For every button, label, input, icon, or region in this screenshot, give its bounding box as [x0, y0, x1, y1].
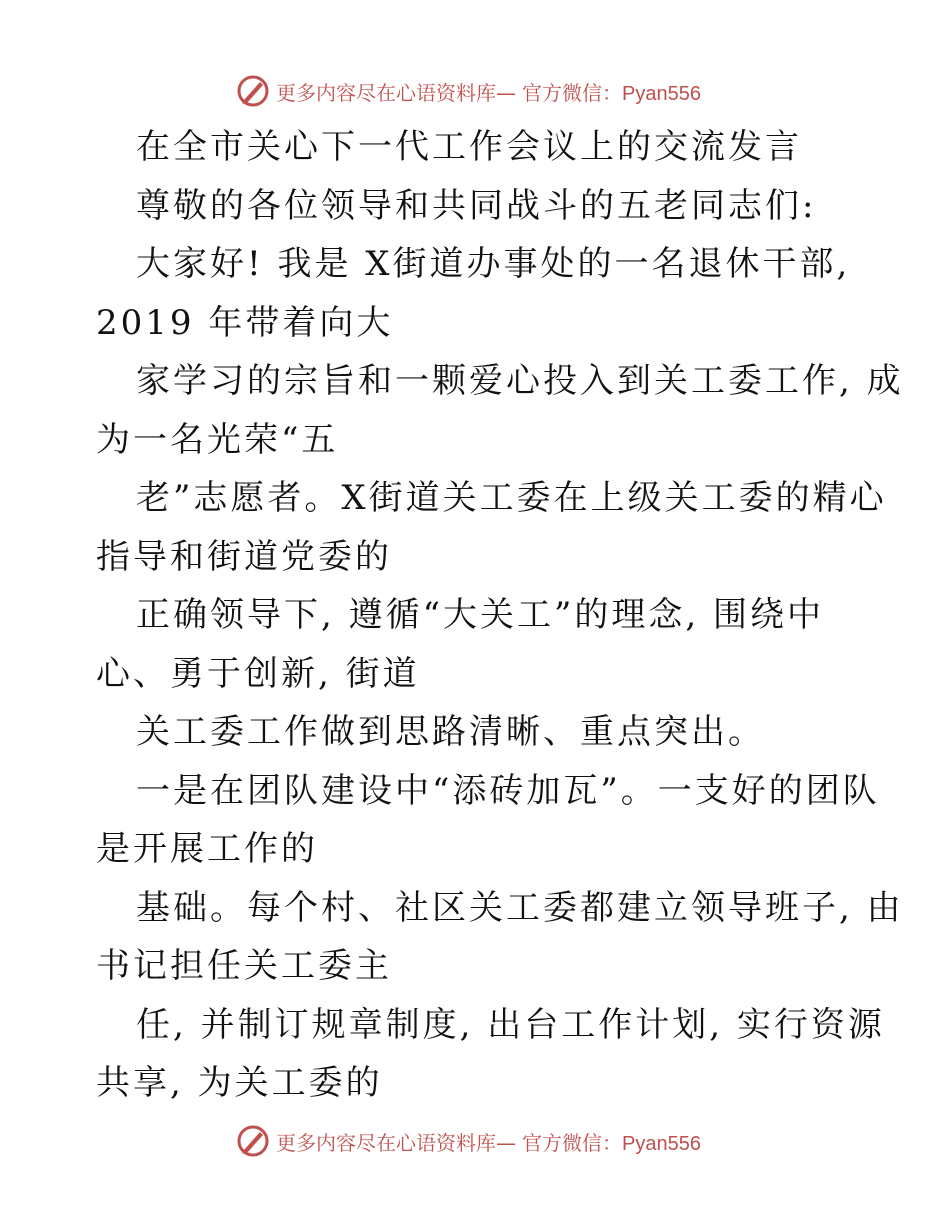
paragraph-line: 共享, 为关工委的 [96, 1063, 383, 1103]
paragraph-line: 是开展工作的 [96, 829, 318, 869]
footer-contact-text: 官方微信：Pyan556 [522, 1132, 701, 1155]
paragraph-line: 2019 年带着向大 [96, 302, 394, 343]
paragraph-line: 大家好! 我是 X街道办事处的一名退休干部, [136, 244, 851, 284]
paragraph-line: 家学习的宗旨和一颗爱心投入到关工委工作, 成 [136, 361, 904, 401]
paragraph-line: 心、勇于创新, 街道 [96, 653, 420, 694]
header-banner [236, 74, 701, 108]
paragraph-line: 一是在团队建设中“添砖加瓦”。一支好的团队 [136, 770, 880, 811]
document-body [96, 118, 904, 1113]
pen-logo-icon [236, 74, 270, 108]
paragraph-line: 任, 并制订规章制度, 出台工作计划, 实行资源 [136, 1004, 885, 1045]
paragraph-line: 书记担任关工委主 [96, 946, 392, 986]
paragraph-line: 正确领导下, 遵循“大关工”的理念, 围绕中 [136, 595, 824, 635]
document-title: 在全市关心下一代工作会议上的交流发言 [136, 127, 802, 167]
header-contact-text: 官方微信：Pyan556 [522, 82, 701, 105]
paragraph-line: 基础。每个村、社区关工委都建立领导班子, 由 [136, 887, 904, 928]
paragraph-line: 关工委工作做到思路清晰、重点突出。 [136, 712, 765, 752]
paragraph-line: 指导和街道党委的 [96, 536, 392, 577]
pen-logo-icon [236, 1124, 270, 1158]
header-promo-text: 更多内容尽在心语资料库— [276, 80, 516, 105]
footer-banner [236, 1124, 701, 1158]
footer-promo-text: 更多内容尽在心语资料库— [276, 1130, 516, 1155]
paragraph-line: 为一名光荣“五 [96, 419, 339, 460]
salutation: 尊敬的各位领导和共同战斗的五老同志们: [136, 185, 817, 226]
paragraph-line: 老”志愿者。X街道关工委在上级关工委的精心 [136, 478, 887, 518]
